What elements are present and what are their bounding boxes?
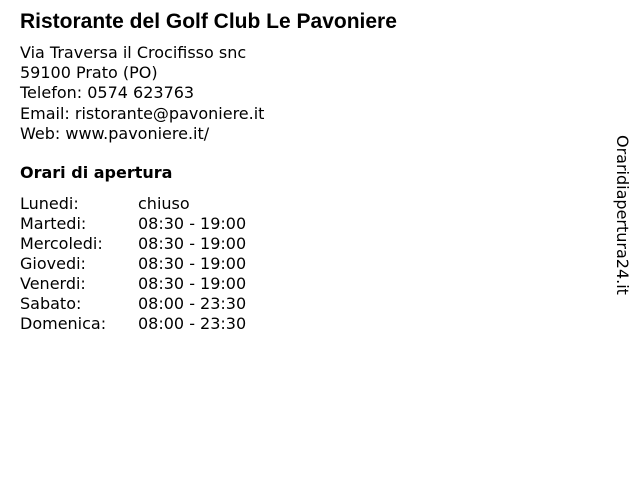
restaurant-title: Ristorante del Golf Club Le Pavoniere (20, 10, 397, 33)
day-label: Sabato: (20, 294, 82, 313)
opening-hours-table (20, 194, 246, 334)
contact-block (20, 43, 264, 144)
phone-line: Telefon: 0574 623763 (20, 83, 195, 103)
hours-row (20, 254, 246, 274)
web-line: Web: www.pavoniere.it/ (20, 123, 210, 143)
hours-row (20, 294, 246, 314)
hours-row (20, 214, 246, 234)
address-line: Via Traversa il Crocifisso snc (20, 43, 247, 62)
day-label: Martedi: (20, 214, 87, 233)
site-watermark: Oraridiapertura24.it (613, 135, 632, 295)
city-line: 59100 Prato (PO) (20, 63, 158, 83)
time-value: 08:00 - 23:30 (138, 294, 247, 313)
time-value: 08:00 - 23:30 (138, 314, 247, 333)
time-value: chiuso (138, 194, 190, 213)
day-label: Venerdi: (20, 274, 86, 293)
opening-hours-heading: Orari di apertura (20, 163, 173, 182)
hours-row (20, 314, 246, 334)
time-value: 08:30 - 19:00 (138, 214, 247, 233)
hours-row (20, 234, 246, 254)
time-value: 08:30 - 19:00 (138, 234, 247, 253)
day-label: Mercoledi: (20, 234, 103, 253)
day-label: Lunedi: (20, 194, 79, 213)
email-line: Email: ristorante@pavoniere.it (20, 103, 265, 123)
day-label: Giovedi: (20, 254, 86, 273)
time-value: 08:30 - 19:00 (138, 274, 247, 293)
day-label: Domenica: (20, 314, 107, 333)
hours-row (20, 194, 246, 214)
time-value: 08:30 - 19:00 (138, 254, 247, 273)
hours-row (20, 274, 246, 294)
